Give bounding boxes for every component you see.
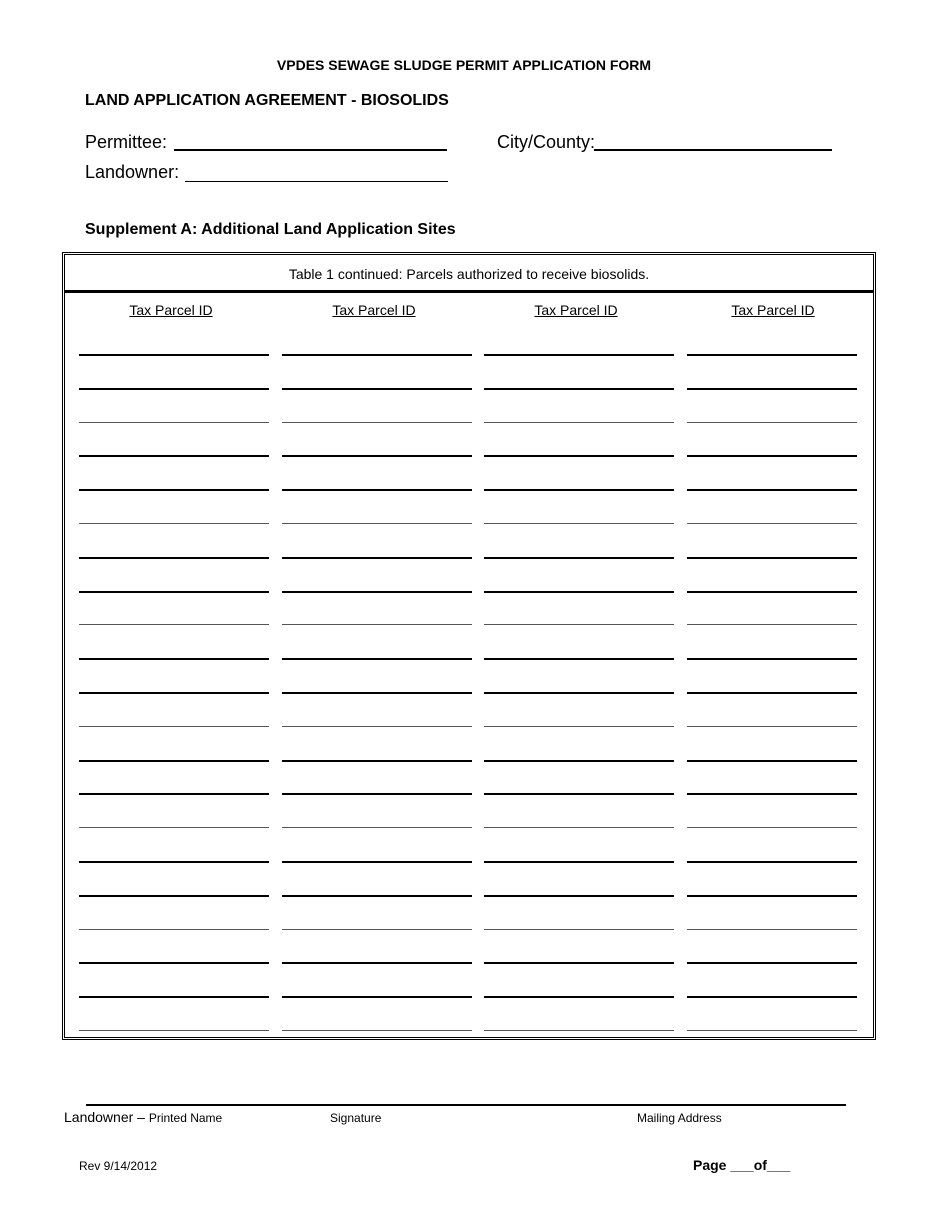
parcel-id-entry[interactable] <box>687 895 857 897</box>
form-title: VPDES SEWAGE SLUDGE PERMIT APPLICATION FORM <box>276 57 652 73</box>
parcel-id-entry[interactable] <box>79 929 269 930</box>
signature-line[interactable] <box>86 1104 846 1106</box>
parcel-id-entry[interactable] <box>79 760 269 762</box>
page-number-field: Page ___of___ <box>693 1157 791 1173</box>
parcel-id-entry[interactable] <box>282 895 472 897</box>
permittee-field[interactable] <box>174 149 447 151</box>
parcel-id-entry[interactable] <box>79 489 269 491</box>
parcel-id-entry[interactable] <box>79 591 269 593</box>
permittee-label: Permittee: <box>85 132 168 152</box>
parcel-id-entry[interactable] <box>687 557 857 559</box>
landowner-label: Landowner: <box>85 162 180 182</box>
printed-name-text: Printed Name <box>148 1111 223 1125</box>
supplement-title: Supplement A: Additional Land Application Sites <box>85 221 456 238</box>
parcel-id-entry[interactable] <box>484 760 674 762</box>
parcel-id-entry[interactable] <box>79 354 269 356</box>
parcel-id-entry[interactable] <box>484 1030 674 1031</box>
column-header-3: Tax Parcel ID <box>534 302 618 318</box>
parcel-id-entry[interactable] <box>282 489 472 491</box>
parcel-id-entry[interactable] <box>79 557 269 559</box>
parcel-id-entry[interactable] <box>687 455 857 457</box>
parcel-id-entry[interactable] <box>687 929 857 930</box>
parcel-id-entry[interactable] <box>687 658 857 660</box>
parcel-id-entry[interactable] <box>687 726 857 727</box>
parcel-id-entry[interactable] <box>687 1030 857 1031</box>
parcel-id-entry[interactable] <box>282 1030 472 1031</box>
parcel-id-entry[interactable] <box>484 591 674 593</box>
form-subtitle: LAND APPLICATION AGREEMENT - BIOSOLIDS <box>85 92 449 109</box>
parcel-id-entry[interactable] <box>282 726 472 727</box>
parcel-id-entry[interactable] <box>687 793 857 795</box>
parcel-id-entry[interactable] <box>79 692 269 694</box>
city-county-field[interactable] <box>594 149 832 151</box>
parcel-id-entry[interactable] <box>484 557 674 559</box>
parcel-id-entry[interactable] <box>282 760 472 762</box>
parcel-id-entry[interactable] <box>282 861 472 863</box>
parcel-id-entry[interactable] <box>282 455 472 457</box>
parcel-id-entry[interactable] <box>484 692 674 694</box>
parcel-id-entry[interactable] <box>282 354 472 356</box>
parcel-id-entry[interactable] <box>79 422 269 423</box>
parcel-id-entry[interactable] <box>687 354 857 356</box>
revision-date: Rev 9/14/2012 <box>79 1159 158 1173</box>
parcel-id-entry[interactable] <box>79 827 269 828</box>
parcel-id-entry[interactable] <box>687 422 857 423</box>
parcel-id-entry[interactable] <box>79 523 269 524</box>
parcel-id-entry[interactable] <box>484 455 674 457</box>
column-header-2: Tax Parcel ID <box>332 302 416 318</box>
parcel-id-entry[interactable] <box>282 591 472 593</box>
parcel-id-entry[interactable] <box>282 624 472 625</box>
parcel-id-entry[interactable] <box>282 692 472 694</box>
parcel-id-entry[interactable] <box>484 422 674 423</box>
parcel-id-entry[interactable] <box>484 523 674 524</box>
parcel-id-entry[interactable] <box>282 996 472 998</box>
parcel-id-entry[interactable] <box>484 861 674 863</box>
parcel-id-entry[interactable] <box>687 591 857 593</box>
landowner-prefix: Landowner – <box>64 1109 149 1125</box>
parcel-id-entry[interactable] <box>282 422 472 423</box>
parcel-id-entry[interactable] <box>79 861 269 863</box>
parcel-table <box>62 252 876 1040</box>
mailing-address-label: Mailing Address <box>637 1111 722 1125</box>
parcel-id-entry[interactable] <box>282 658 472 660</box>
parcel-id-entry[interactable] <box>79 1030 269 1031</box>
parcel-id-entry[interactable] <box>484 996 674 998</box>
parcel-id-entry[interactable] <box>484 354 674 356</box>
parcel-id-entry[interactable] <box>79 624 269 625</box>
parcel-id-entry[interactable] <box>79 996 269 998</box>
parcel-id-entry[interactable] <box>687 489 857 491</box>
parcel-id-entry[interactable] <box>79 455 269 457</box>
parcel-id-entry[interactable] <box>687 861 857 863</box>
parcel-id-entry[interactable] <box>484 658 674 660</box>
parcel-id-entry[interactable] <box>484 793 674 795</box>
parcel-id-entry[interactable] <box>79 895 269 897</box>
parcel-id-entry[interactable] <box>484 929 674 930</box>
parcel-id-entry[interactable] <box>282 962 472 964</box>
parcel-id-entry[interactable] <box>484 489 674 491</box>
parcel-id-entry[interactable] <box>79 726 269 727</box>
parcel-id-entry[interactable] <box>687 760 857 762</box>
column-header-1: Tax Parcel ID <box>129 302 213 318</box>
printed-name-label <box>64 1109 222 1125</box>
signature-label: Signature <box>330 1111 382 1125</box>
parcel-id-entry[interactable] <box>282 793 472 795</box>
parcel-id-entry[interactable] <box>687 523 857 524</box>
parcel-id-entry[interactable] <box>687 388 857 390</box>
parcel-id-entry[interactable] <box>282 929 472 930</box>
column-header-4: Tax Parcel ID <box>731 302 815 318</box>
table-caption: Table 1 continued: Parcels authorized to receive biosolids. <box>288 266 650 282</box>
parcel-id-entry[interactable] <box>79 388 269 390</box>
caption-divider <box>65 290 873 293</box>
parcel-id-entry[interactable] <box>484 388 674 390</box>
parcel-id-entry[interactable] <box>484 726 674 727</box>
parcel-id-entry[interactable] <box>79 658 269 660</box>
parcel-id-entry[interactable] <box>687 827 857 828</box>
parcel-id-entry[interactable] <box>79 793 269 795</box>
parcel-id-entry[interactable] <box>687 996 857 998</box>
parcel-id-entry[interactable] <box>282 557 472 559</box>
parcel-id-entry[interactable] <box>484 962 674 964</box>
landowner-field[interactable] <box>185 181 448 182</box>
parcel-id-entry[interactable] <box>687 692 857 694</box>
parcel-id-entry[interactable] <box>282 827 472 828</box>
parcel-id-entry[interactable] <box>282 388 472 390</box>
parcel-id-entry[interactable] <box>484 827 674 828</box>
parcel-id-entry[interactable] <box>282 523 472 524</box>
parcel-id-entry[interactable] <box>484 895 674 897</box>
city-county-label: City/County: <box>497 132 596 152</box>
parcel-id-entry[interactable] <box>79 962 269 964</box>
parcel-id-entry[interactable] <box>687 962 857 964</box>
parcel-id-entry[interactable] <box>687 624 857 625</box>
parcel-id-entry[interactable] <box>484 624 674 625</box>
